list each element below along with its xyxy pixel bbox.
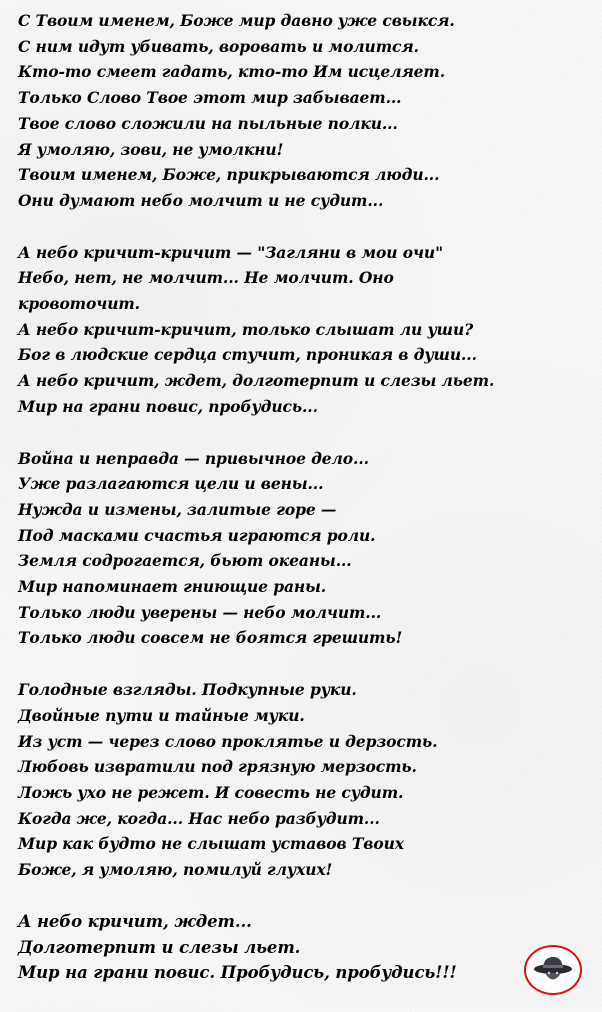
poem-line: Мир напоминает гниющие раны. xyxy=(18,577,327,597)
poem-line: Ложь ухо не режет. И совесть не судит. xyxy=(18,782,404,802)
poem-line: Мир на грани повис. Пробудись, пробудись!!! xyxy=(18,963,457,983)
poem-line: Голодные взгляды. Подкупные руки. xyxy=(18,680,357,700)
poem-line: Бог в людские сердца стучит, проникая в души... xyxy=(18,345,477,365)
poem-line: Боже, я умоляю, помилуй глухих! xyxy=(18,860,333,880)
poem-line: Кто-то смеет гадать, кто-то Им исцеляет. xyxy=(18,62,446,82)
poem-line: кровоточит. xyxy=(18,294,140,314)
poem-line: Любовь извратили под грязную мерзость. xyxy=(18,757,417,777)
poem-line: Только Слово Твое этот мир забывает... xyxy=(18,88,402,108)
hat-figure-icon xyxy=(532,952,574,988)
poem xyxy=(18,8,598,1012)
poem-line: Они думают небо молчит и не судит... xyxy=(18,190,384,210)
poem-line: А небо кричит-кричит — "Загляни в мои очи" xyxy=(18,242,444,262)
poem-line: А небо кричит, ждет, долготерпит и слезы льет. xyxy=(18,371,495,391)
stanza-2 xyxy=(18,240,598,420)
poem-line: Уже разлагаются цели и вены... xyxy=(18,474,324,494)
poem-line: Я умоляю, зови, не умолкни! xyxy=(18,139,284,159)
poem-line: Мир как будто не слышат уставов Твоих xyxy=(18,834,404,854)
poem-line: Долготерпит и слезы льет. xyxy=(18,937,301,957)
poem-line: Двойные пути и тайные муки. xyxy=(18,705,305,725)
stanza-1 xyxy=(18,8,598,214)
poem-line: Только люди уверены — небо молчит... xyxy=(18,602,382,622)
poem-line: С ним идут убивать, воровать и молится. xyxy=(18,36,419,56)
poem-line: Земля содрогается, бьют океаны... xyxy=(18,551,352,571)
poem-line: С Твоим именем, Боже мир давно уже свыкся. xyxy=(18,11,455,30)
poem-line: Только люди совсем не боятся грешить! xyxy=(18,628,403,648)
stanza-4 xyxy=(18,677,598,883)
poem-line: Мир на грани повис, пробудись... xyxy=(18,396,318,416)
poem-line: А небо кричит, ждет... xyxy=(18,911,252,931)
poem-line: Война и неправда — привычное дело... xyxy=(18,448,369,468)
poem-line: Твое слово сложили на пыльные полки... xyxy=(18,113,398,133)
poem-line: Когда же, когда... Нас небо разбудит... xyxy=(18,808,380,828)
author-stamp xyxy=(524,945,582,995)
stanza-5 xyxy=(18,909,598,986)
poem-line: Нужда и измены, залитые горе — xyxy=(18,499,337,519)
poem-line: Небо, нет, не молчит... Не молчит. Оно xyxy=(18,268,394,288)
poem-line: Твоим именем, Боже, прикрываются люди... xyxy=(18,165,440,185)
poem-line: Под масками счастья играются роли. xyxy=(18,525,376,545)
poem-line: А небо кричит-кричит, только слышат ли уши? xyxy=(18,319,474,339)
stanza-3 xyxy=(18,446,598,652)
poem-line: Из уст — через слово проклятье и дерзость. xyxy=(18,731,438,751)
